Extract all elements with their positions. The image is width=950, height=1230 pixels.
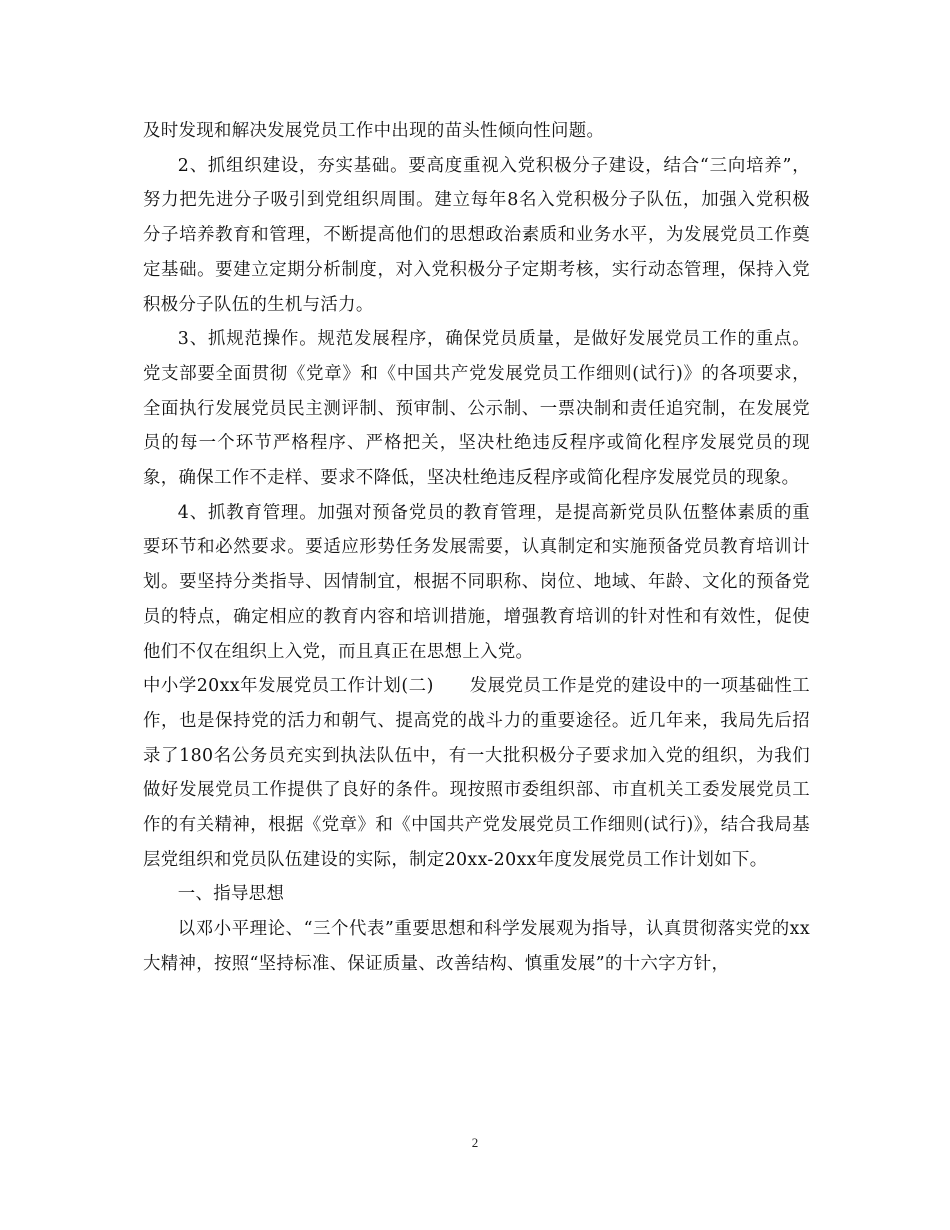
- paragraph-guiding-thought: 以邓小平理论、“三个代表”重要思想和科学发展观为指导，认真贯彻落实党的xx大精神，按照“坚持标准、保证质量、改善结构、慎重发展”的十六字方针，: [143, 919, 810, 974]
- paragraph-plan-two-intro: 中小学20xx年发展党员工作计划(二) 发展党员工作是党的建设中的一项基础性工作，也是保持党的活力和朝气、提高党的战斗力的重要途径。近几年来，我局先后招录了180名公务员充实到执法队伍中，有一大批积极分子要求加入党的组织，为我们做好发展党员工作提供了良好的条件。现按照市委组织部、市直机关工委发展党员工作的有关精神，根据《党章》和《中国共产党发展党员工作细则(试行)》，结合我局基层党组织和党员队伍建设的实际，制定20xx-20xx年度发展党员工作计划如下。: [143, 676, 810, 870]
- page-number: 2: [471, 1135, 479, 1150]
- paragraph-education-management: 4、抓教育管理。加强对预备党员的教育管理，是提高新党员队伍整体素质的重要环节和必然要求。要适应形势任务发展需要，认真制定和实施预备党员教育培训计划。要坚持分类指导、因情制宜，根据不同职称、岗位、地域、年龄、文化的预备党员的特点，确定相应的教育内容和培训措施，增强教育培训的针对性和有效性，促使他们不仅在组织上入党，而且真正在思想上入党。: [143, 502, 810, 662]
- paragraph-continuation: 及时发现和解决发展党员工作中出现的苗头性倾向性问题。: [143, 121, 605, 141]
- paragraph-standard-operation: 3、抓规范操作。规范发展程序，确保党员质量，是做好发展党员工作的重点。党支部要全面贯彻《党章》和《中国共产党发展党员工作细则(试行)》的各项要求，全面执行发展党员民主测评制、预审制、公示制、一票决制和责任追究制，在发展党员的每一个环节严格程序、严格把关，坚决杜绝违反程序或简化程序发展党员的现象，确保工作不走样、要求不降低，坚决杜绝违反程序或简化程序发展党员的现象。: [143, 329, 810, 489]
- section-heading-guiding-thought: 一、指导思想: [177, 884, 285, 905]
- document-body: [143, 114, 810, 982]
- paragraph-organization-building: 2、抓组织建设，夯实基础。要高度重视入党积极分子建设，结合“三向培养”，努力把先进分子吸引到党组织周围。建立每年8名入党积极分子队伍，加强入党积极分子培养教育和管理，不断提高他们的思想政治素质和业务水平，为发展党员工作奠定基础。要建立定期分析制度，对入党积极分子定期考核，实行动态管理，保持入党积极分子队伍的生机与活力。: [143, 155, 810, 315]
